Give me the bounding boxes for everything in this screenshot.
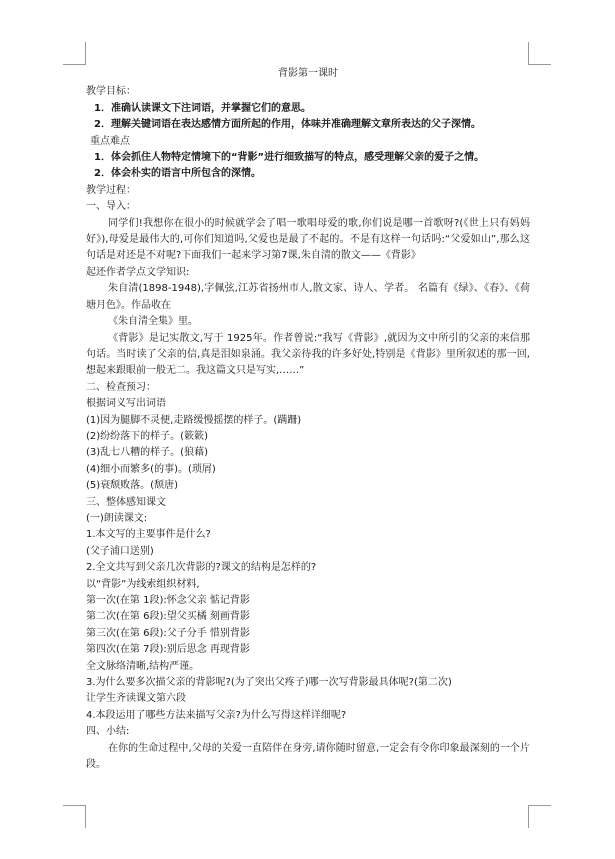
heading-process: 教学过程： (86, 184, 136, 196)
document-title: 背影第一课时 (278, 68, 338, 79)
section-preview: 二、检查预习： (86, 381, 156, 393)
structure-intro: 以“背影”为线索组织材料, (86, 578, 200, 590)
question-2: 2.全文共写到父亲几次背影的?课文的结构是怎样的? (86, 562, 317, 574)
section-summary: 四、小结: (86, 726, 130, 738)
vocab-heading: 根据词义写出词语 (86, 398, 166, 410)
structure-item: 第二次(在第 6段):望父买橘 刻画背影 (86, 611, 250, 623)
structure-item: 第一次(在第 1段):怀念父亲 惦记背影 (86, 595, 250, 606)
objective-1: 1．准确认读课文下注词语，并掌握它们的意思。 (94, 102, 311, 114)
vocab-item: (3)乱七八糟的样子。(狼藉) (86, 447, 208, 459)
author-works: 《朱自清全集》里。 (108, 316, 198, 328)
key-point-2: 2．体会朴实的语言中所包含的深情。 (94, 168, 261, 180)
answer-1: (父子浦口送别) (86, 545, 154, 557)
vocab-item: (2)纷纷落下的样子。(簌簌) (86, 430, 208, 442)
heading-key-points: 重点难点 (90, 135, 130, 147)
crop-mark-top-right (528, 42, 551, 65)
reading-instruction: 让学生齐读课文第六段 (86, 693, 186, 705)
question-1: 1.本文写的主要事件是什么? (86, 529, 211, 541)
question-4: 4.本段运用了哪些方法来描写父亲?为什么写得这样详细呢? (86, 709, 347, 721)
author-paragraph: 朱自清(1898-1948),字佩弦,江苏省扬州市人,散文家、诗人、学者。 名篇有《绿》、《春》、《荷塘月色》。作品收在 (86, 283, 530, 311)
summary-paragraph: 在你的生命过程中,父母的关爱一直陪伴在身旁,请你随时留意,一定会有令你印象最深刻的一个片段。 (86, 742, 530, 771)
section-overview: 三、整体感知课文 (86, 496, 166, 508)
crop-mark-bottom-right (528, 805, 551, 828)
background-paragraph: 《背影》是记实散文,写于 1925年。作者曾说:“我写《背影》,就因为文中所引的父亲的来信那句话。当时读了父亲的信,真是泪如泉涌。我父亲待我的许多好处,特别是《背影》里所叙述的那一回,想起来跟眼前一般无二。我这篇文只是写实,……” (86, 332, 530, 377)
crop-mark-top-left (63, 42, 86, 65)
question-3: 3.为什么要多次描父亲的背影呢?(为了突出父疼子)哪一次写背影最具体呢?(第二次) (86, 677, 452, 689)
structure-item: 第四次(在第 7段):别后思念 再现背影 (86, 644, 250, 656)
vocab-item: (5)衰颓败落。(颓唐) (86, 480, 178, 492)
vocab-item: (4)细小而繁多(的事)。(琐屑) (86, 463, 216, 475)
structure-item: 第三次(在第 6段):父子分手 惜别背影 (86, 627, 250, 639)
document-body (86, 66, 530, 773)
section-intro: 一、导入： (86, 201, 136, 213)
heading-objectives: 教学目标： (86, 86, 136, 98)
author-heading: 起还作者学点文学知识: (86, 266, 190, 278)
intro-paragraph: 同学们!我想你在很小的时候就学会了唱一歌唱母爱的歌,你们说是哪一首歌呀?(《世上只有妈妈好》),母爱是最伟大的,可你们知道吗,父爱也是最了不起的。不是有这样一句话吗:“父爱如山”,那么这句话是对还是不对呢?下面我们一起来学习第7课,朱自清的散文——《背影》 (86, 217, 530, 262)
objective-2: 2．理解关键词语在表达感情方面所起的作用，体味并准确理解文章所表达的父子深情。 (94, 119, 481, 131)
vocab-item: (1)因为腿脚不灵便,走路缓慢摇摆的样子。(蹒跚) (86, 414, 302, 426)
crop-mark-bottom-left (63, 805, 86, 828)
reading-heading: (一)朗读课文: (86, 512, 148, 524)
structure-summary: 全文脉络清晰,结构严谨。 (86, 660, 200, 672)
key-point-1: 1．体会抓住人物特定情境下的“背影”进行细致描写的特点，感受理解父亲的爱子之情。 (94, 152, 485, 164)
